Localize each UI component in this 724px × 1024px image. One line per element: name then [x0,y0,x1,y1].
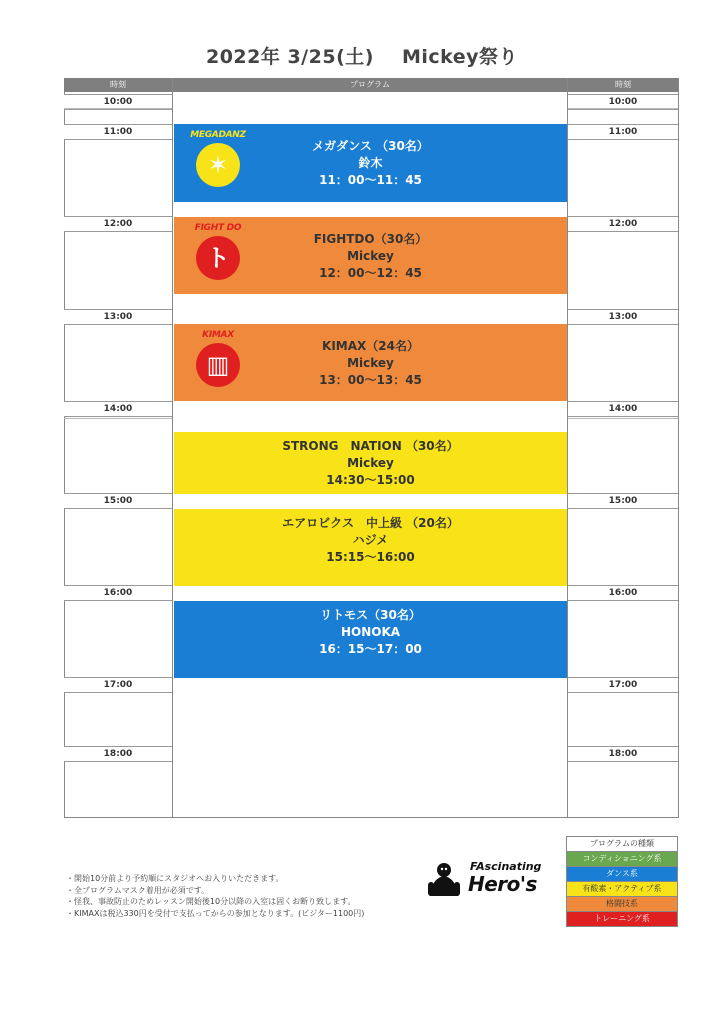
program-block[interactable] [174,324,567,401]
time-label-right: 17:00 [568,677,678,693]
page-title [0,42,724,69]
program-instructor: Mickey [347,249,394,263]
time-label-left: 15:00 [64,493,172,509]
program-logo-name: KIMAX [202,330,234,340]
program-name: STRONG NATION （30名） [282,439,459,453]
program-instructor: ハジメ [352,533,389,547]
program-time: 13：00～13：45 [319,373,422,387]
column-divider-right [567,78,568,818]
program-block[interactable] [174,432,567,494]
row-divider [64,418,172,419]
program-block[interactable] [174,509,567,586]
program-block[interactable] [174,124,567,202]
time-label-left: 13:00 [64,309,172,325]
title-event: Mickey祭り [401,46,519,68]
note-item: ・開始10分前より予約順にスタジオへお入りいただきます。 [66,874,284,883]
program-logo [188,330,248,387]
program-name: リトモス（30名） [320,608,421,622]
program-block[interactable] [174,217,567,294]
program-logo-name: FIGHT DO [194,223,242,233]
program-time: 16：15～17：00 [319,642,422,656]
legend-item-martial-arts: 格闘技系 [567,896,677,911]
legend-item-conditioning: コンディショニング系 [567,851,677,866]
notes [66,873,364,919]
time-label-left: 12:00 [64,216,172,232]
program-instructor: Mickey [347,456,394,470]
program-instructor: Mickey [347,356,394,370]
time-label-right: 13:00 [568,309,678,325]
note-item: ・全プログラムマスク着用が必須です。 [66,885,210,895]
program-text [174,432,567,489]
time-label-left: 18:00 [64,746,172,762]
header-program: プログラム [173,78,567,92]
program-name: エアロビクス 中上級 （20名） [282,516,459,530]
boxing-icon: ▥ [196,343,240,387]
column-divider-left [172,78,173,818]
time-label-right: 11:00 [568,124,678,140]
title-date: 2022年 3/25(土) [205,46,374,68]
program-logo [188,130,248,187]
legend-item-dance: ダンス系 [567,866,677,881]
program-text [174,509,567,566]
row-divider [568,418,678,419]
time-label-right: 16:00 [568,585,678,601]
program-instructor: 鈴木 [358,156,383,170]
program-logo-name: MEGADANZ [190,130,246,140]
dancer-icon: ✶ [196,143,240,187]
program-logo [188,223,248,280]
program-block[interactable] [174,601,567,678]
time-label-left: 10:00 [64,94,172,110]
note-item: ・怪我、事故防止のためレッスン開始後10分以降の入室は固くお断り致します。 [66,897,356,906]
gorilla-icon [424,860,464,900]
row-divider [64,108,172,109]
program-blank-1000 [174,96,567,108]
program-type-legend [566,836,678,927]
legend-item-training: トレーニング系 [567,911,677,926]
brand-logo [424,858,554,902]
program-text [174,601,567,658]
time-label-left: 16:00 [64,585,172,601]
time-label-right: 12:00 [568,216,678,232]
header-time-left: 時刻 [64,78,172,92]
time-label-left: 11:00 [64,124,172,140]
program-time: 14:30～15:00 [326,473,415,487]
time-label-right: 10:00 [568,94,678,110]
brand-line2: Hero's [468,872,537,896]
program-time: 15:15～16:00 [326,550,415,564]
legend-title: プログラムの種類 [567,837,677,851]
time-label-right: 15:00 [568,493,678,509]
time-label-left: 14:00 [64,401,172,417]
time-label-right: 18:00 [568,746,678,762]
note-item: ・KIMAXは税込330円を受付で支払ってからの参加となります。(ビジター1100円) [66,908,365,918]
time-label-left: 17:00 [64,677,172,693]
program-name: KIMAX（24名） [322,339,419,353]
header-time-right: 時刻 [568,78,678,92]
brand-line1: FAscinating [470,860,542,873]
program-name: メガダンス （30名） [312,139,429,153]
legend-item-aerobic: 有酸素・アクティブ系 [567,881,677,896]
program-time: 12：00～12：45 [319,266,422,280]
program-name: FIGHTDO（30名） [313,232,428,246]
row-divider [568,108,678,109]
schedule-grid [64,78,679,818]
program-time: 11：00～11：45 [319,173,422,187]
kick-icon: ト [196,236,240,280]
program-instructor: HONOKA [340,625,401,639]
time-label-right: 14:00 [568,401,678,417]
